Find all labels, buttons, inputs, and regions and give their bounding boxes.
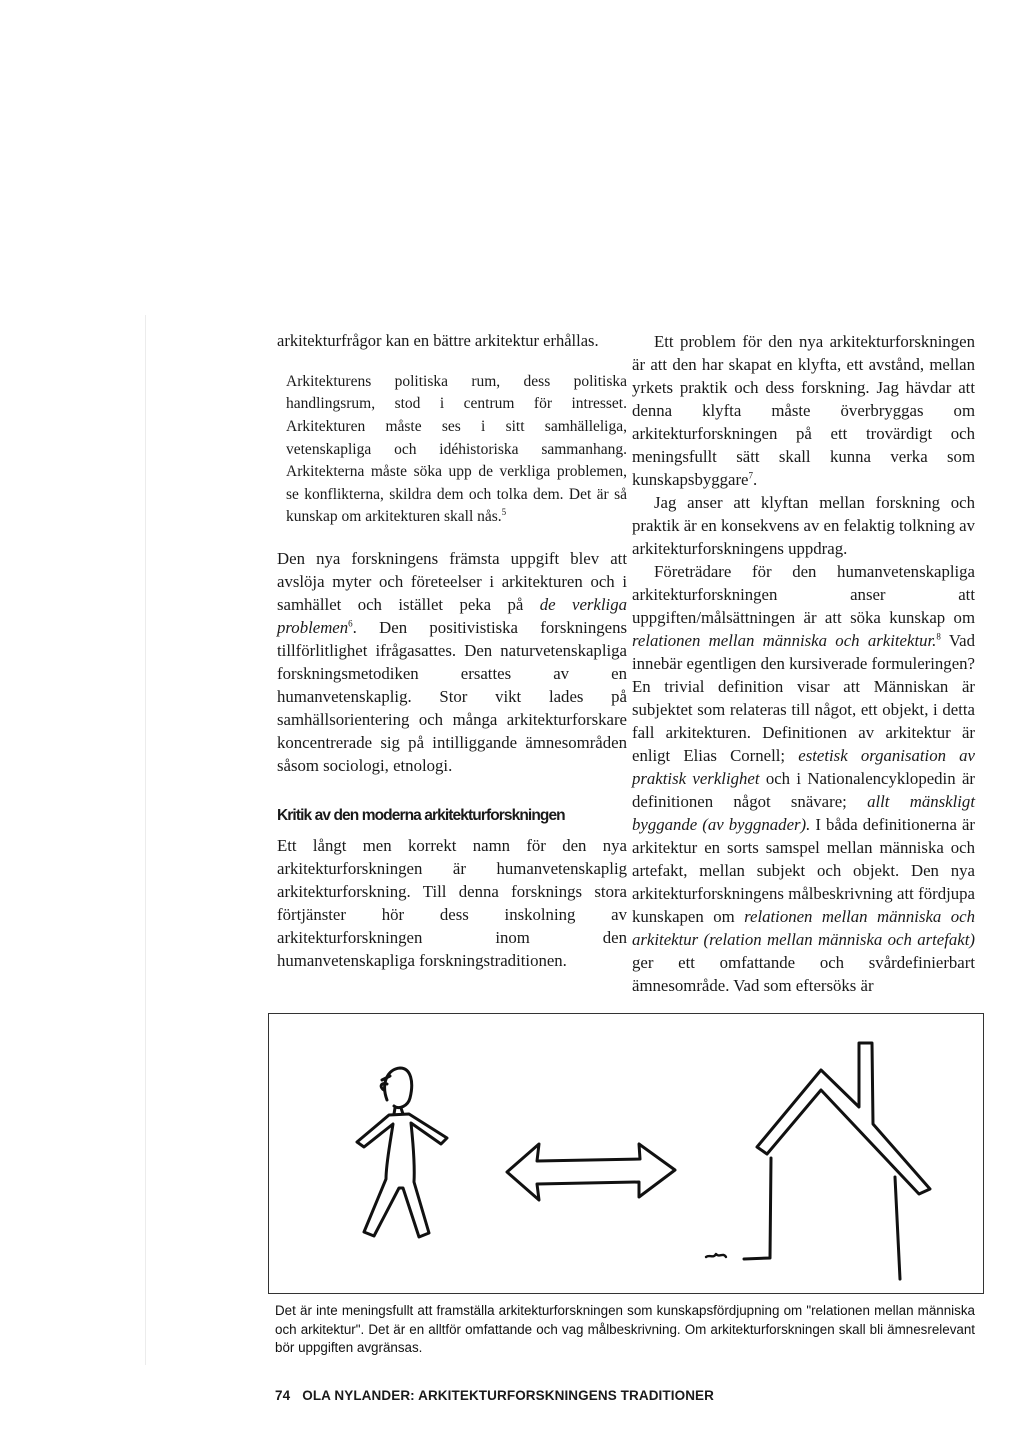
r3-emphasis-1: relationen mellan människa och arkitektur. xyxy=(632,631,937,650)
r3-text-d: I båda definitionerna är arkitektur en sorts samspel mellan människa och artefakt, mellan subjekt och objekt. Den nya arkitekturforskningens målbeskrivning att fördjupa kunskapen om xyxy=(632,815,975,926)
p1-text-b: . Den positivistiska forskningens tillförlitlighet ifrågasattes. Den naturvetenskapliga forskningsmetodiken ersattes av en humanvetenskaplig. Stor vikt lades på samhällsorientering och många arkitekturforskare koncentrerade sig på intilliggande ämnesområden såsom sociologi, etnologi. xyxy=(277,617,627,775)
figure-drawing xyxy=(269,1014,983,1293)
footnote-ref-7: 7 xyxy=(748,470,754,481)
section-heading: Kritik av den moderna arkitekturforskningen xyxy=(277,806,565,824)
footnote-ref-6: 6 xyxy=(348,618,353,629)
r3-emphasis-4: relationen mellan människa och arkitektur (relation mellan människa och artefakt) xyxy=(632,907,975,949)
page-footer xyxy=(275,1388,714,1403)
r3-text-c: och i Nationalencyklopedin är definitionen något snävare; xyxy=(632,769,975,811)
scan-edge xyxy=(145,315,146,1365)
r1-text-a: Ett problem för den nya arkitekturforskningen är att den har skapat en klyfta, ett avstånd, mellan yrkets praktik och dess forskning. Jag hävdar att denna klyfta måste överbryggas om arkitekturforskningen på ett trovärdigt och meningsfullt sätt skall kunna verka som kunskapsbyggare xyxy=(632,332,975,489)
paragraph-gap: Jag anser att klyftan mellan forskning och praktik är en konsekvens av en felaktig tolkning av arkitekturforskningens uppdrag. xyxy=(632,493,975,558)
r1-text-b: . xyxy=(753,470,758,489)
double-arrow-icon xyxy=(507,1144,675,1200)
block-quote xyxy=(286,371,627,529)
p1-text-a: Den nya forskningens främsta uppgift blev att avslöja myter och företeelser i arkitekturen och i samhället och istället peka på xyxy=(277,548,627,614)
human-figure-icon xyxy=(357,1068,447,1237)
r3-text-a: Företrädare för den humanvetenskapliga arkitekturforskningen anser att uppgiften/målsättningen är att söka kunskap om xyxy=(632,562,975,627)
house-icon xyxy=(706,1043,930,1279)
intro-paragraph: arkitekturfrågor kan en bättre arkitektur erhållas. xyxy=(277,331,599,350)
paragraph-name: Ett långt men korrekt namn för den nya arkitekturforskningen är humanvetenskaplig arkitekturforskning. Till denna forsknings stora förtjänster hör dess inskolning av arkitekturforskningen inom den humanvetenskapliga forskningstraditionen. xyxy=(277,835,627,970)
page-number: 74 xyxy=(275,1388,291,1403)
left-column xyxy=(277,330,627,972)
right-column xyxy=(632,330,975,997)
quote-text: Arkitekturens politiska rum, dess politiska handlingsrum, stod i centrum för intresset. Arkitekturen måste ses i sitt samhälleliga, vetenskapliga och idéhistoriska sammanhang. Arkitekterna måste söka upp de verkliga problemen, se konflikterna, skildra dem och tolka dem. Det är så kunskap om arkitekturen skall nås. xyxy=(286,372,627,526)
p1-emphasis: de verkliga problemen xyxy=(277,594,627,637)
r3-emphasis-2: estetisk organisation av praktisk verklighet xyxy=(632,746,975,788)
paragraph-problem xyxy=(632,330,975,491)
footnote-ref-8: 8 xyxy=(936,631,941,642)
figure-caption: Det är inte meningsfullt att framställa arkitekturforskningen som kunskapsfördjupning om "relationen mellan människa och arkitektur". Det är en alltför omfattande och vag målbeskrivning. Om arkitekturforskningen skall bli ämnesrelevant bör uppgiften avgränsas. xyxy=(275,1303,975,1355)
paragraph-definitions xyxy=(632,560,975,997)
running-title: OLA NYLANDER: ARKITEKTURFORSKNINGENS TRADITIONER xyxy=(302,1388,715,1403)
paragraph-research-task xyxy=(277,547,627,777)
r3-emphasis-3: allt mänskligt byggande (av byggnader). xyxy=(632,792,975,834)
figure-frame xyxy=(268,1013,984,1294)
r3-text-b: Vad innebär egentligen den kursiverade formuleringen? En trivial definition visar att Människan är subjektet som relateras till något, ett objekt, i detta fall arkitekturen. Definitionen av arkitektur är enligt Elias Cornell; xyxy=(632,631,975,765)
r3-text-e: ger ett omfattande och svårdefinierbart ämnesområde. Vad som eftersöks är xyxy=(632,953,975,995)
footnote-ref-5: 5 xyxy=(501,507,507,518)
